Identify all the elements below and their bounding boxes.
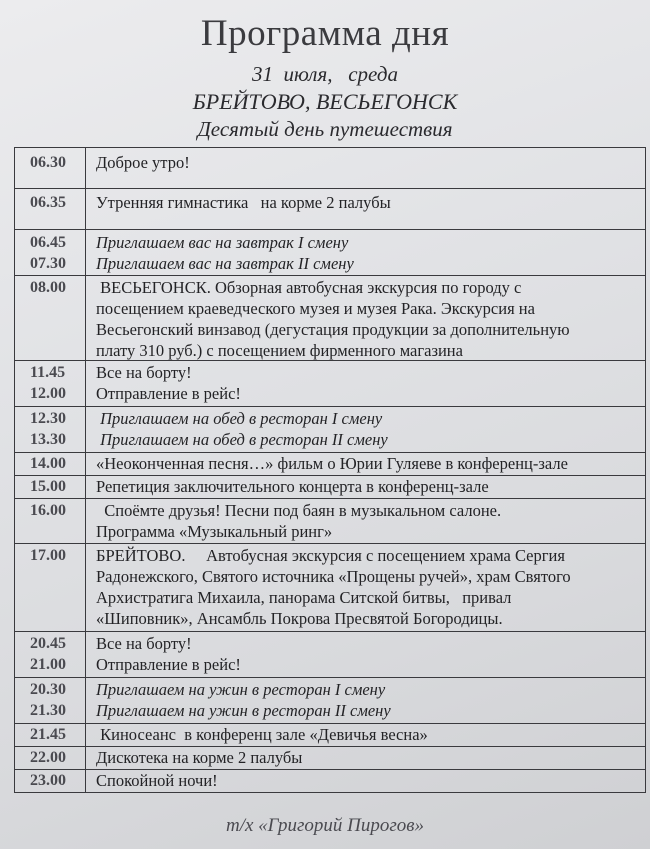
schedule-row bbox=[15, 276, 645, 361]
event-text: Радонежского, Святого источника «Прощены ручей», храм Святого bbox=[96, 567, 571, 586]
event-text: Споёмте друзья! Песни под баян в музыкальном салоне. bbox=[96, 501, 502, 520]
schedule-row bbox=[15, 453, 645, 476]
event-time: 22.00 bbox=[30, 749, 66, 766]
time-cell bbox=[15, 499, 86, 543]
event-cell bbox=[86, 747, 645, 769]
page-title: Программа дня bbox=[200, 13, 450, 54]
event-text: плату 310 руб.) с посещением фирменного магазина bbox=[96, 341, 463, 360]
event-time: 14.00 bbox=[30, 455, 66, 472]
event-time: 06.45 bbox=[30, 234, 66, 251]
event-text: посещением краеведческого музея и музея Рака. Экскурсия на bbox=[96, 299, 535, 318]
day-line: Десятый день путешествия bbox=[197, 117, 453, 141]
time-cell bbox=[15, 476, 86, 498]
event-cell bbox=[86, 453, 645, 475]
event-time: 20.30 bbox=[30, 681, 66, 698]
event-time: 23.00 bbox=[30, 772, 66, 789]
event-text: Приглашаем вас на завтрак I смену bbox=[96, 233, 349, 252]
event-text: Спокойной ночи! bbox=[96, 771, 218, 790]
event-text: Отправление в рейс! bbox=[96, 384, 241, 403]
event-cell bbox=[86, 189, 645, 229]
event-time: 21.30 bbox=[30, 702, 66, 719]
event-time: 21.45 bbox=[30, 726, 66, 743]
schedule-row bbox=[15, 148, 645, 189]
event-text: Весьегонский винзавод (дегустация продукции за дополнительную bbox=[96, 320, 570, 339]
event-text: Дискотека на корме 2 палубы bbox=[96, 748, 303, 767]
schedule-row bbox=[15, 230, 645, 276]
event-text: Приглашаем на обед в ресторан II смену bbox=[96, 430, 388, 449]
schedule-row bbox=[15, 632, 645, 678]
event-text: Приглашаем вас на завтрак II смену bbox=[96, 254, 354, 273]
event-time: 06.30 bbox=[30, 154, 66, 171]
event-text: «Шиповник», Ансамбль Покрова Пресвятой Богородицы. bbox=[96, 609, 503, 628]
time-cell bbox=[15, 747, 86, 769]
time-cell bbox=[15, 544, 86, 631]
time-cell bbox=[15, 361, 86, 406]
event-cell bbox=[86, 499, 645, 543]
schedule-row bbox=[15, 361, 645, 407]
event-text: БРЕЙТОВО. Автобусная экскурсия с посещением храма Сергия bbox=[96, 546, 565, 565]
schedule-row bbox=[15, 189, 645, 230]
event-time: 21.00 bbox=[30, 656, 66, 673]
time-cell bbox=[15, 148, 86, 188]
date-line: 31 июля, среда bbox=[252, 62, 398, 86]
event-cell bbox=[86, 148, 645, 188]
time-cell bbox=[15, 724, 86, 746]
schedule-row bbox=[15, 499, 645, 544]
place-line: БРЕЙТОВО, ВЕСЬЕГОНСК bbox=[192, 89, 458, 114]
event-text: Приглашаем на ужин в ресторан II смену bbox=[96, 701, 391, 720]
event-text: Отправление в рейс! bbox=[96, 655, 241, 674]
event-text: Доброе утро! bbox=[96, 153, 190, 172]
event-time: 15.00 bbox=[30, 478, 66, 495]
event-cell bbox=[86, 230, 645, 275]
event-text: Все на борту! bbox=[96, 363, 192, 382]
event-cell bbox=[86, 770, 645, 792]
time-cell bbox=[15, 230, 86, 275]
event-time: 16.00 bbox=[30, 502, 66, 519]
event-time: 13.30 bbox=[30, 431, 66, 448]
event-time: 11.45 bbox=[30, 364, 66, 381]
event-cell bbox=[86, 678, 645, 723]
time-cell bbox=[15, 407, 86, 452]
ship-name: т/х «Григорий Пирогов» bbox=[225, 815, 424, 836]
event-text: Репетиция заключительного концерта в конференц-зале bbox=[96, 477, 489, 496]
schedule-row bbox=[15, 407, 645, 453]
event-cell bbox=[86, 632, 645, 677]
event-time: 12.00 bbox=[30, 385, 66, 402]
schedule-row bbox=[15, 678, 645, 724]
event-cell bbox=[86, 276, 645, 360]
event-time: 06.35 bbox=[30, 194, 66, 211]
event-time: 12.30 bbox=[30, 410, 66, 427]
event-time: 07.30 bbox=[30, 255, 66, 272]
event-cell bbox=[86, 544, 645, 631]
event-cell bbox=[86, 407, 645, 452]
time-cell bbox=[15, 276, 86, 360]
time-cell bbox=[15, 189, 86, 229]
time-cell bbox=[15, 678, 86, 723]
schedule-row bbox=[15, 747, 645, 770]
time-cell bbox=[15, 770, 86, 792]
time-cell bbox=[15, 453, 86, 475]
schedule-row bbox=[15, 724, 645, 747]
event-cell bbox=[86, 361, 645, 406]
event-text: Приглашаем на обед в ресторан I смену bbox=[96, 409, 383, 428]
event-time: 17.00 bbox=[30, 547, 66, 564]
event-text: Приглашаем на ужин в ресторан I смену bbox=[96, 680, 386, 699]
schedule-row bbox=[15, 544, 645, 632]
schedule-row bbox=[15, 770, 645, 793]
event-text: «Неоконченная песня…» фильм о Юрии Гуляеве в конференц-зале bbox=[96, 454, 568, 473]
event-cell bbox=[86, 724, 645, 746]
event-text: Утренняя гимнастика на корме 2 палубы bbox=[96, 193, 391, 212]
event-text: Программа «Музыкальный ринг» bbox=[96, 522, 333, 541]
event-text: Архистратига Михаила, панорама Ситской битвы, привал bbox=[96, 588, 512, 607]
event-time: 08.00 bbox=[30, 279, 66, 296]
schedule-row bbox=[15, 476, 645, 499]
time-cell bbox=[15, 632, 86, 677]
schedule-table bbox=[14, 147, 646, 793]
event-text: ВЕСЬЕГОНСК. Обзорная автобусная экскурсия по городу с bbox=[96, 278, 522, 297]
event-cell bbox=[86, 476, 645, 498]
event-text: Киносеанс в конференц зале «Девичья весна» bbox=[96, 725, 428, 744]
event-time: 20.45 bbox=[30, 635, 66, 652]
event-text: Все на борту! bbox=[96, 634, 192, 653]
